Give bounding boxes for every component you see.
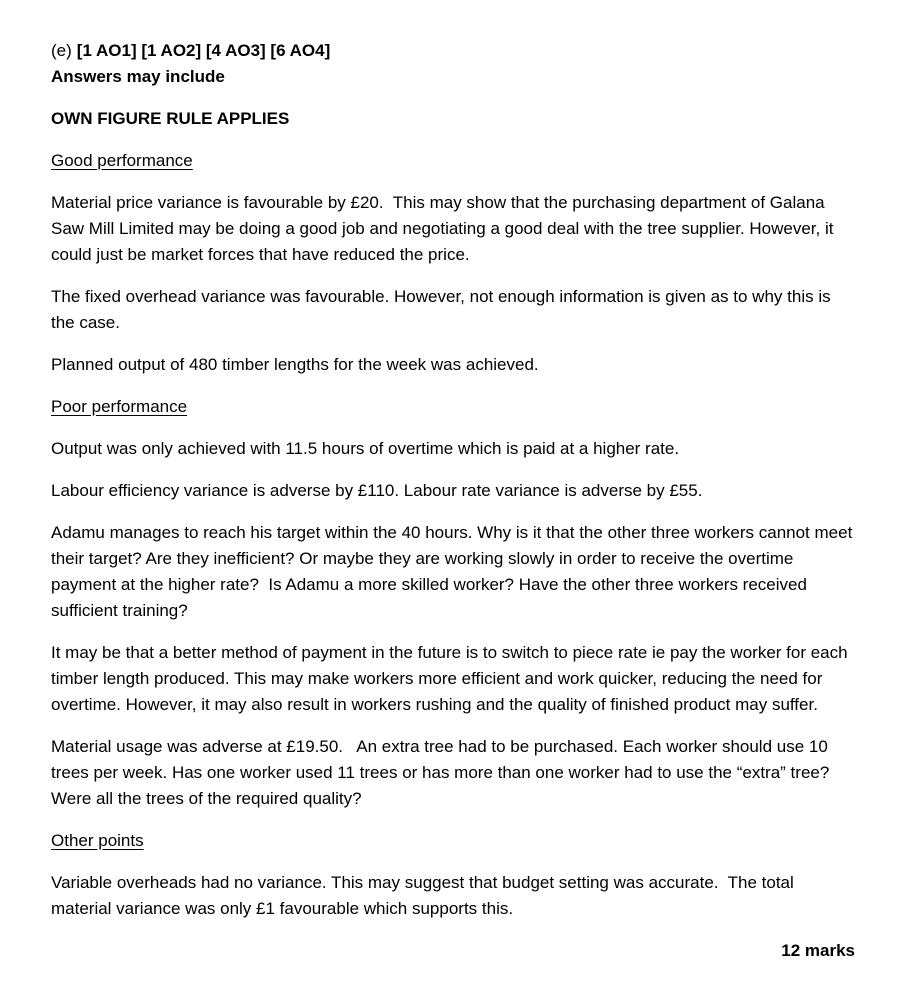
paragraph-material-price-variance: Material price variance is favourable by £20. This may show that the purchasing department of Galana Saw Mill Limited may be doing a good job and negotiating a good deal with the tree supplier. However, it could just be market forces that have reduced the price. — [51, 193, 839, 264]
section-heading-good-performance: Good performance — [51, 151, 193, 170]
ao-marks-tags: [1 AO1] [1 AO2] [4 AO3] [6 AO4] — [76, 41, 331, 60]
answers-may-include-label: Answers may include — [51, 67, 225, 86]
question-header — [51, 38, 855, 90]
paragraph-adamu-target: Adamu manages to reach his target within the 40 hours. Why is it that the other three workers cannot meet their target? Are they inefficient? Or maybe they are working slowly in order to receive the overtime payment at the higher rate? Is Adamu a more skilled worker? Have the other three workers received sufficient training? — [51, 523, 858, 620]
marks-total-label: 12 marks — [781, 941, 855, 960]
question-ao-line — [51, 38, 855, 64]
question-label: (e) — [51, 41, 72, 60]
paragraph-piece-rate: It may be that a better method of payment in the future is to switch to piece rate ie pay the worker for each timber length produced. This may make workers more efficient and work quicker, reducing the need for overtime. However, it may also result in workers rushing and the quality of finished product may suffer. — [51, 643, 853, 714]
paragraph-variable-overheads: Variable overheads had no variance. This may suggest that budget setting was accurate. The total material variance was only £1 favourable which supports this. — [51, 873, 799, 918]
own-figure-rule-label: OWN FIGURE RULE APPLIES — [51, 109, 290, 128]
paragraph-overtime-output: Output was only achieved with 11.5 hours of overtime which is paid at a higher rate. — [51, 439, 680, 458]
paragraph-planned-output: Planned output of 480 timber lengths for the week was achieved. — [51, 355, 539, 374]
paragraph-fixed-overhead-variance: The fixed overhead variance was favourable. However, not enough information is given as to why this is the case. — [51, 287, 836, 332]
paragraph-labour-variances: Labour efficiency variance is adverse by £110. Labour rate variance is adverse by £55. — [51, 481, 703, 500]
section-heading-poor-performance: Poor performance — [51, 397, 188, 416]
paragraph-material-usage: Material usage was adverse at £19.50. An extra tree had to be purchased. Each worker should use 10 trees per week. Has one worker used 11 trees or has more than one worker had to use the “extra” tree? Were all the trees of the required quality? — [51, 737, 844, 808]
section-heading-other-points: Other points — [51, 831, 144, 850]
